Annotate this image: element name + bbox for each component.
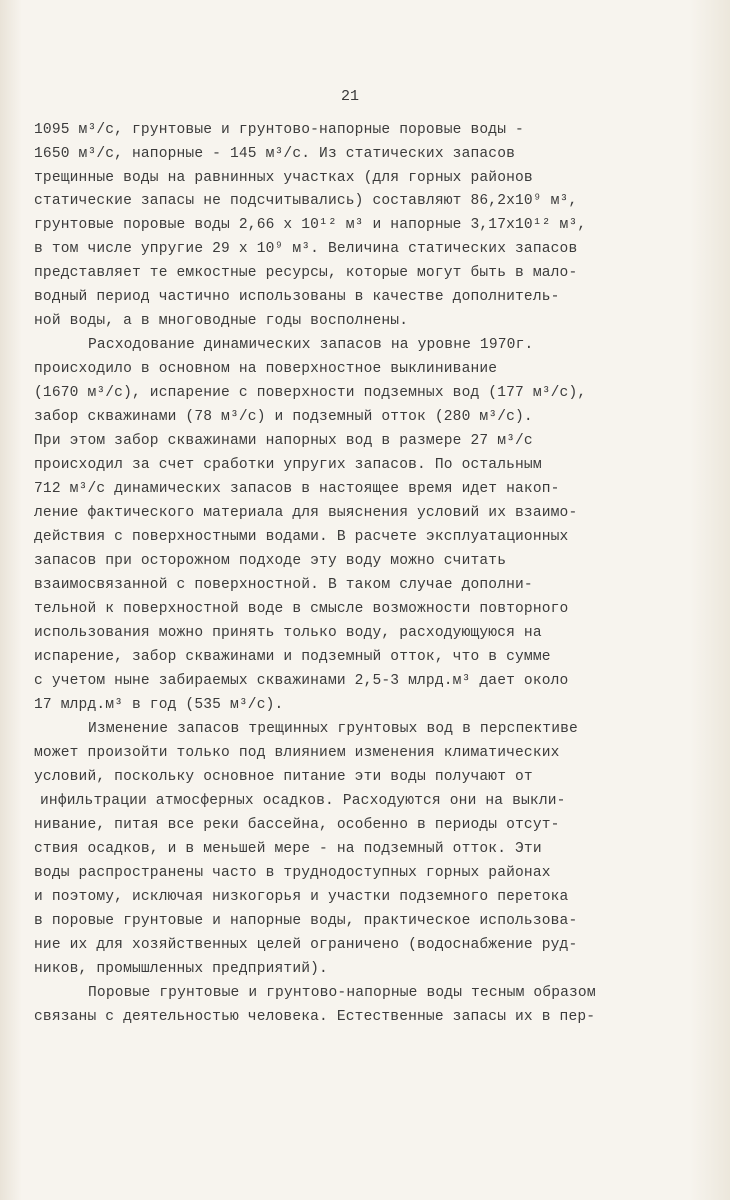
text-line: в том числе упругие 29 х 10⁹ м³. Величина статических запасов [34,241,578,257]
text-line: статические запасы не подсчитывались) составляют 86,2х10⁹ м³, [34,193,578,209]
text-line: ников, промышленных предприятий). [34,961,328,977]
text-line: трещинные воды на равнинных участках (для горных районов [34,170,533,186]
text-line: и поэтому, исключая низкогорья и участки подземного перетока [34,889,569,905]
text-line: тельной к поверхностной воде в смысле возможности повторного [34,601,569,617]
paragraph-start-line: Поровые грунтовые и грунтово-напорные воды тесным образом [88,985,596,1001]
text-line: в поровые грунтовые и напорные воды, практическое использова- [34,913,578,929]
text-line: инфильтрации атмосферных осадков. Расходуются они на выкли- [40,793,566,809]
text-line: с учетом ныне забираемых скважинами 2,5-3 млрд.м³ дает около [34,673,569,689]
text-line: представляет те емкостные ресурсы, которые могут быть в мало- [34,265,578,281]
text-line: водный период частично использованы в качестве дополнитель- [34,289,560,305]
text-line: ление фактического материала для выяснения условий их взаимо- [34,505,578,521]
text-line: происходило в основном на поверхностное выклинивание [34,361,498,377]
text-line: грунтовые поровые воды 2,66 х 10¹² м³ и напорные 3,17х10¹² м³, [34,217,587,233]
page-number: 21 [340,88,359,105]
text-line: запасов при осторожном подходе эту воду можно считать [34,553,507,569]
text-line: ние их для хозяйственных целей ограничено (водоснабжение руд- [34,937,578,953]
paragraph-start-line: Изменение запасов трещинных грунтовых вод в перспективе [88,721,578,737]
text-line: 1095 м³/с, грунтовые и грунтово-напорные поровые воды - [34,122,524,138]
text-line: забор скважинами (78 м³/с) и подземный отток (280 м³/с). [34,409,533,425]
text-line: взаимосвязанной с поверхностной. В таком случае дополни- [34,577,533,593]
text-line: ствия осадков, и в меньшей мере - на подземный отток. Эти [34,841,542,857]
text-line: может произойти только под влиянием изменения климатических [34,745,560,761]
text-line: При этом забор скважинами напорных вод в размере 27 м³/с [34,433,533,449]
text-line: нивание, питая все реки бассейна, особенно в периоды отсут- [34,817,560,833]
text-line: воды распространены часто в труднодоступных горных районах [34,865,551,881]
text-line: происходил за счет сработки упругих запасов. По остальным [34,457,542,473]
paragraph-start-line: Расходование динамических запасов на уровне 1970г. [88,337,534,353]
text-line: (1670 м³/с), испарение с поверхности подземных вод (177 м³/с), [34,385,587,401]
text-line: ной воды, а в многоводные годы восполнены. [34,313,409,329]
text-line: использования можно принять только воду, расходующуюся на [34,625,542,641]
text-line: испарение, забор скважинами и подземный отток, что в сумме [34,649,551,665]
text-line: 712 м³/с динамических запасов в настоящее время идет накоп- [34,481,560,497]
text-line: действия с поверхностными водами. В расчете эксплуатационных [34,529,569,545]
text-line: 1650 м³/с, напорные - 145 м³/с. Из статических запасов [34,146,516,162]
text-line: 17 млрд.м³ в год (535 м³/с). [34,697,284,713]
text-line: связаны с деятельностью человека. Естественные запасы их в пер- [34,1009,596,1025]
text-line: условий, поскольку основное питание эти воды получают от [34,769,533,785]
